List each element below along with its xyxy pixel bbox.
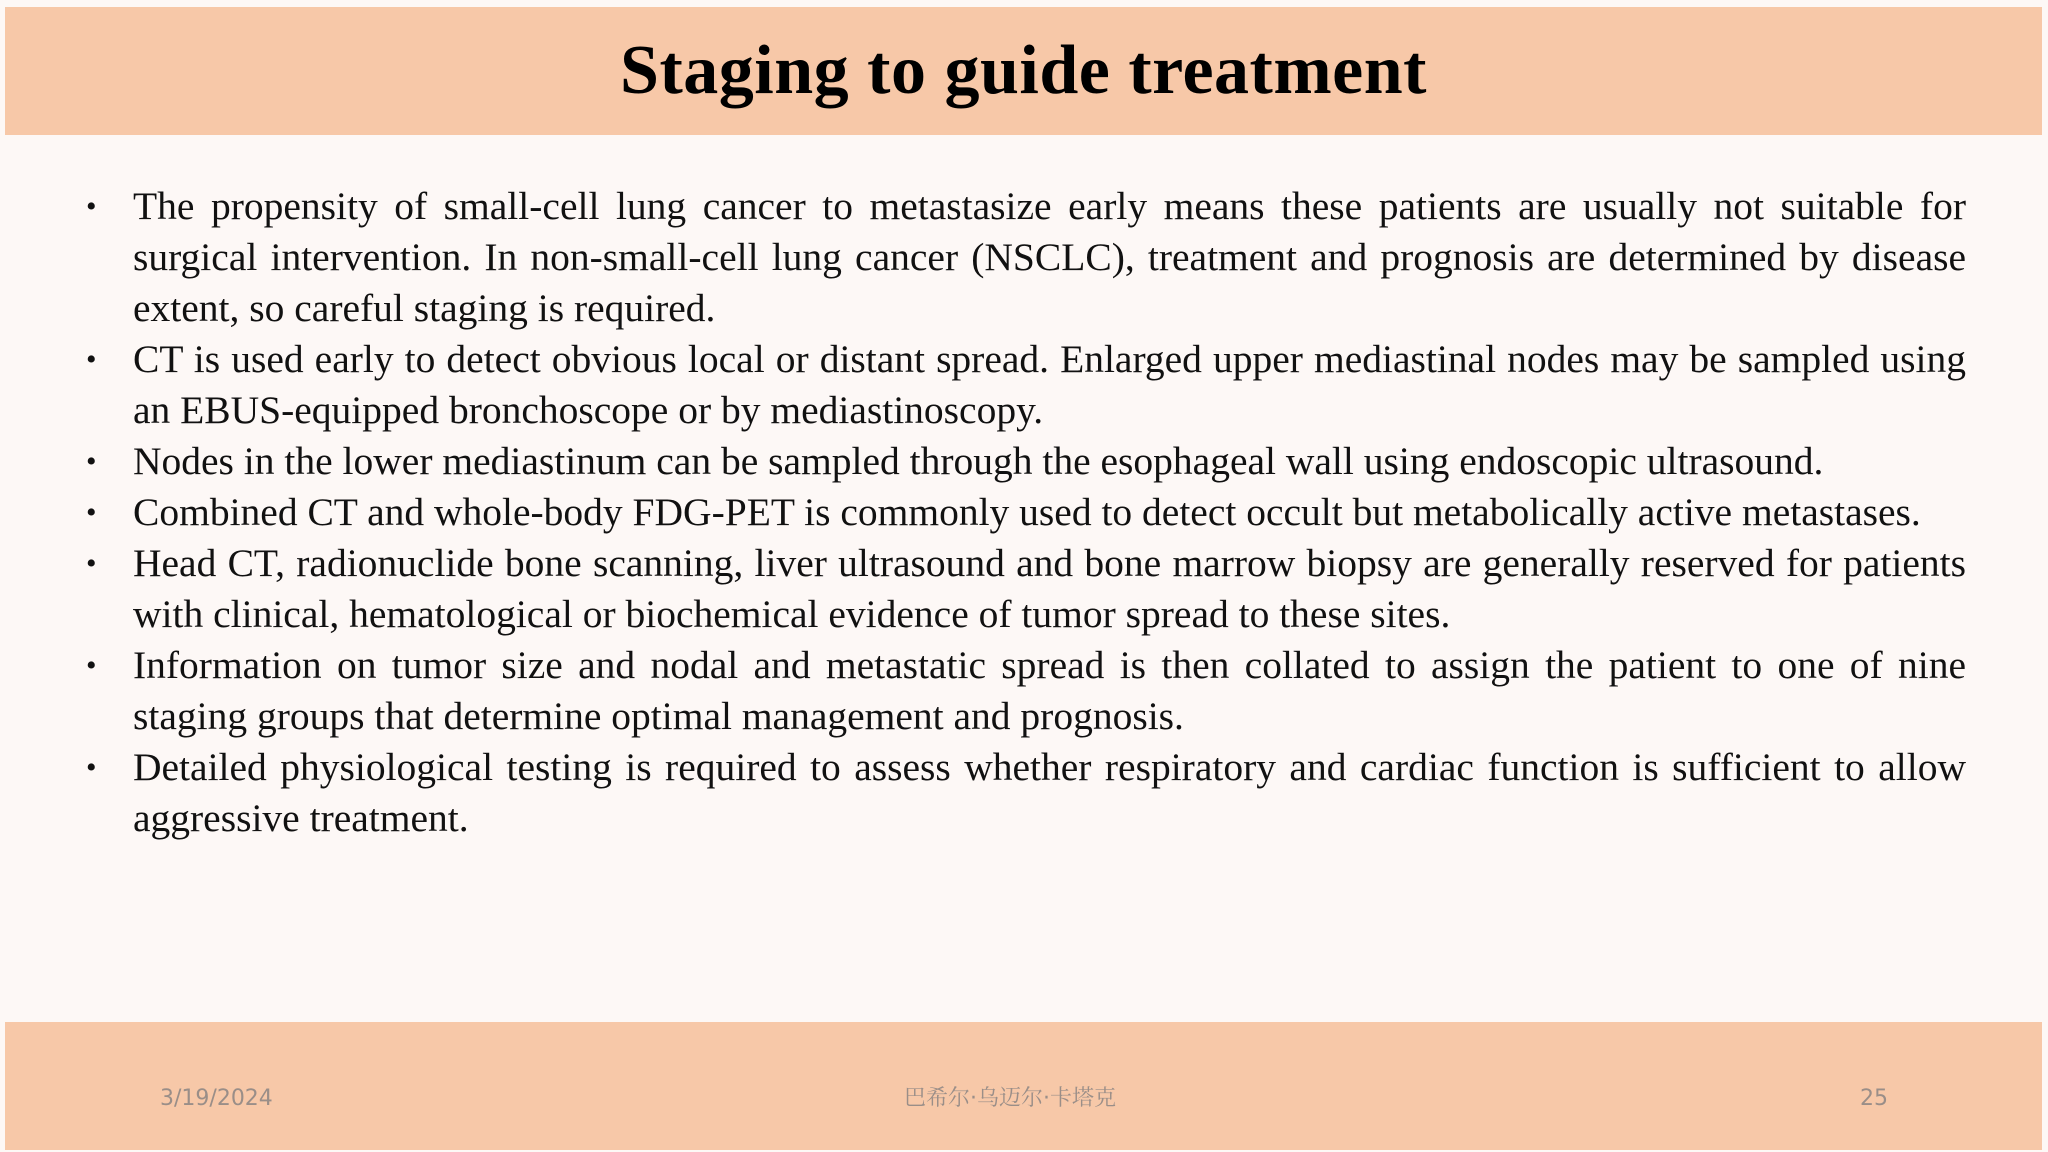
bullet-item bbox=[82, 640, 1966, 742]
bullet-icon: • bbox=[86, 649, 97, 682]
footer-author: 巴希尔·乌迈尔·卡塔克 bbox=[904, 1086, 1116, 1111]
title-bar bbox=[5, 7, 2042, 135]
bullet-item bbox=[82, 487, 1966, 538]
bullet-icon: • bbox=[86, 751, 97, 784]
bullet-icon: • bbox=[86, 547, 97, 580]
bullet-text: The propensity of small-cell lung cancer to metastasize early means these patients are usually not suitable for surgical intervention. In non-small-cell lung cancer (NSCLC), treatment and prognosis are determined by disease extent, so careful staging is required. bbox=[133, 184, 1966, 330]
bullet-item bbox=[82, 181, 1966, 334]
bullet-item bbox=[82, 742, 1966, 844]
bullet-text: CT is used early to detect obvious local or distant spread. Enlarged upper mediastinal nodes may be sampled using an EBUS-equipped bronchoscope or by mediastinoscopy. bbox=[133, 337, 1966, 432]
bullet-icon: • bbox=[86, 190, 97, 223]
bullet-text: Head CT, radionuclide bone scanning, liver ultrasound and bone marrow biopsy are generally reserved for patients with clinical, hematological or biochemical evidence of tumor spread to these sites. bbox=[133, 541, 1966, 636]
bullet-item bbox=[82, 538, 1966, 640]
bullet-text: Information on tumor size and nodal and metastatic spread is then collated to assign the patient to one of nine staging groups that determine optimal management and prognosis. bbox=[133, 643, 1966, 738]
bullet-item bbox=[82, 334, 1966, 436]
bullet-text: Combined CT and whole-body FDG-PET is commonly used to detect occult but metabolically active metastases. bbox=[133, 490, 1921, 534]
bullet-icon: • bbox=[86, 445, 97, 478]
bullet-text: Nodes in the lower mediastinum can be sampled through the esophageal wall using endoscopic ultrasound. bbox=[133, 439, 1824, 483]
bullet-list bbox=[82, 181, 1966, 844]
bullet-text: Detailed physiological testing is required to assess whether respiratory and cardiac function is sufficient to allow aggressive treatment. bbox=[133, 745, 1966, 840]
slide-title: Staging to guide treatment bbox=[620, 32, 1427, 109]
bullet-icon: • bbox=[86, 496, 97, 529]
slide-number: 25 bbox=[1860, 1086, 1888, 1111]
bullet-icon: • bbox=[86, 343, 97, 376]
footer-date: 3/19/2024 bbox=[160, 1086, 273, 1111]
bullet-item bbox=[82, 436, 1966, 487]
